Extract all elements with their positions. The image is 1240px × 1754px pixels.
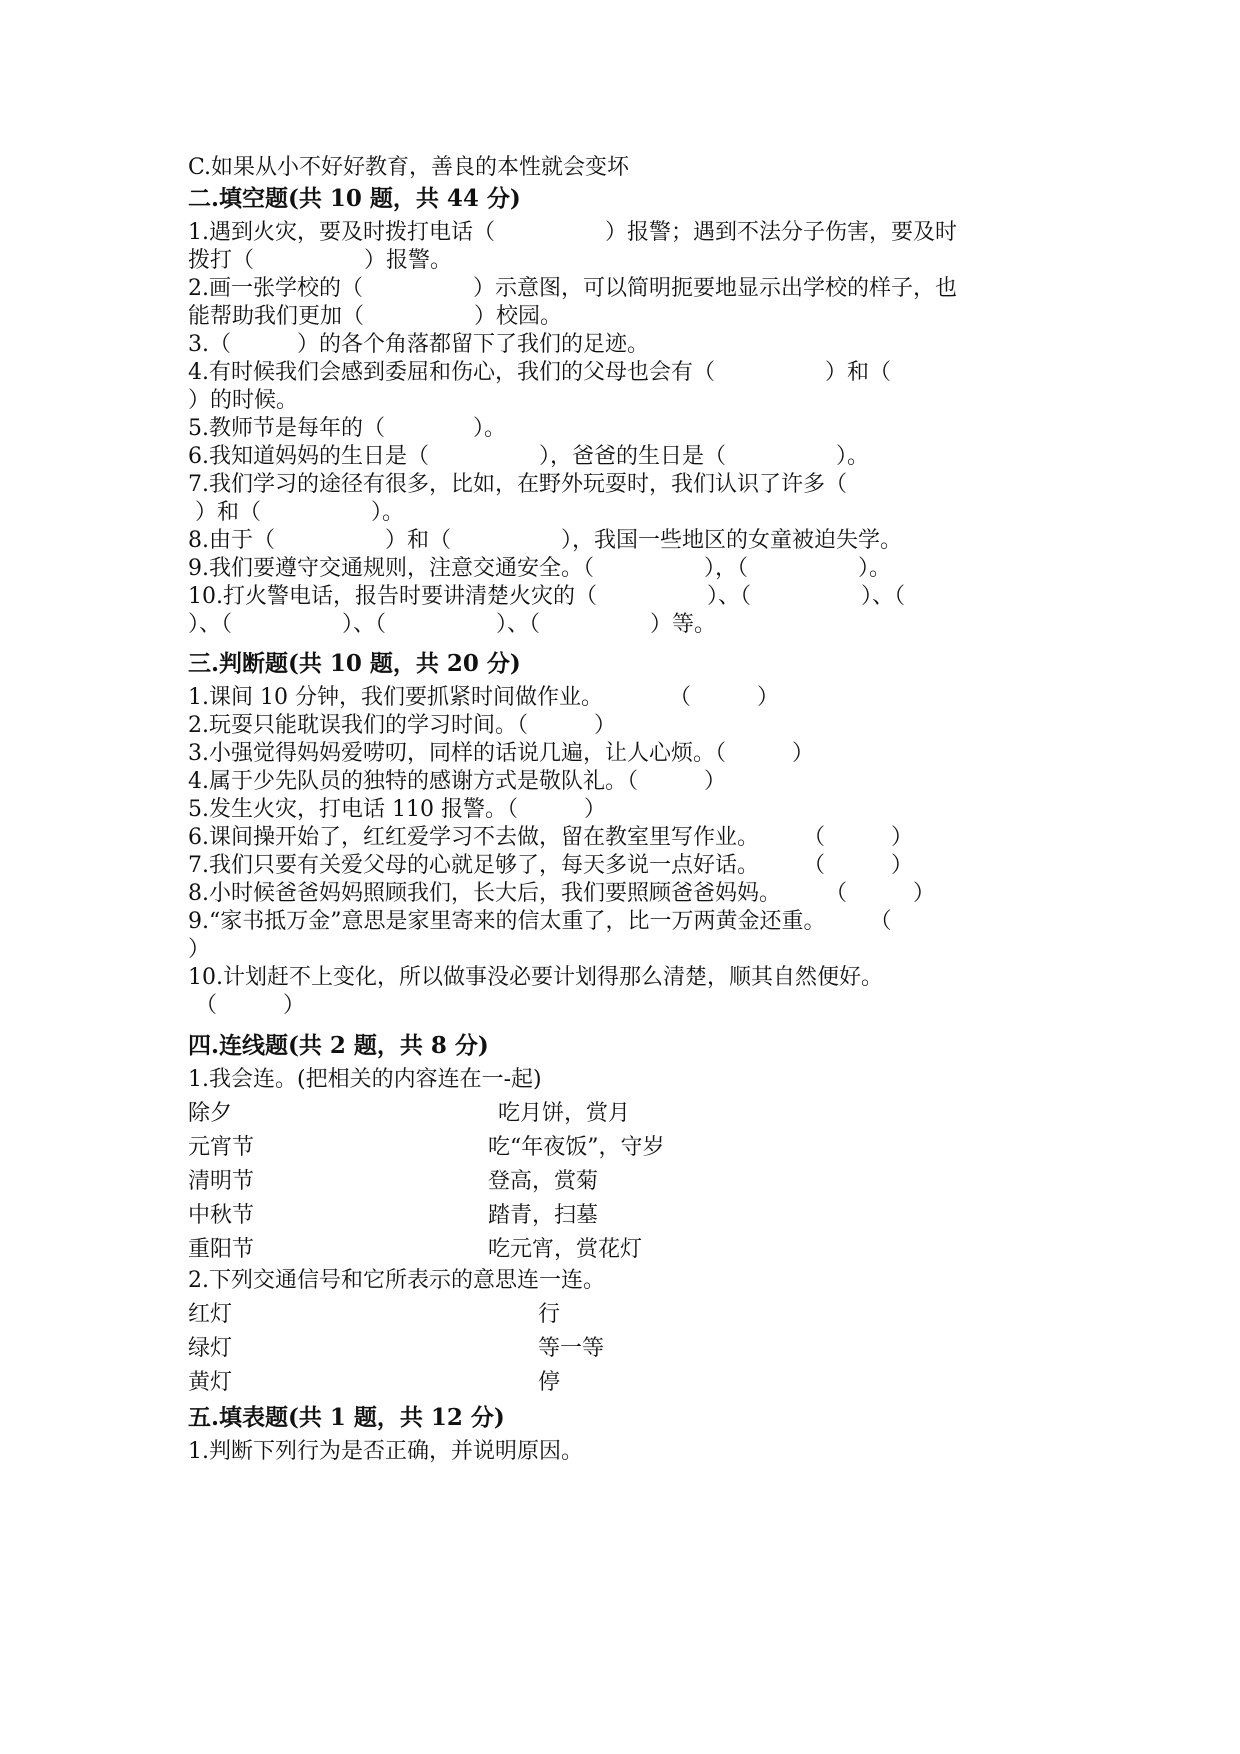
section-3-heading: 三.判断题(共 10 题，共 20 分) [188, 650, 521, 677]
match-right-item: 吃元宵，赏花灯 [488, 1237, 643, 1262]
match-question-1: 1.我会连。(把相关的内容连在一-起) [188, 1067, 542, 1092]
fill-line: ）的时候。 [188, 388, 299, 413]
fill-line: 2.画一张学校的（ ）示意图，可以简明扼要地显示出学校的样子，也 [188, 276, 957, 301]
judge-line: 5.发生火灾，打电话 110 报警。（ ） [188, 797, 606, 822]
match-right-item: 行 [538, 1302, 561, 1327]
option-c-line: C.如果从小不好好教育，善良的本性就会变坏 [188, 155, 630, 180]
match-right-item: 停 [538, 1370, 561, 1395]
match-left-item: 中秋节 [188, 1203, 255, 1228]
match-right-item: 吃月饼，赏月 [498, 1101, 631, 1126]
fill-line: 5.教师节是每年的（ ）。 [188, 416, 506, 441]
judge-line: 2.玩耍只能耽误我们的学习时间。（ ） [188, 713, 616, 738]
match-left-item: 元宵节 [188, 1135, 255, 1160]
judge-line: （ ） [188, 993, 305, 1018]
match-left-item: 绿灯 [188, 1336, 233, 1361]
section-2-heading: 二.填空题(共 10 题，共 44 分) [188, 185, 521, 212]
fill-line: 9.我们要遵守交通规则，注意交通安全。（ ），（ ）。 [188, 556, 891, 581]
fill-line: 4.有时候我们会感到委屈和伤心，我们的父母也会有（ ）和（ [188, 360, 891, 385]
judge-line: ） [188, 937, 211, 962]
judge-line: 7.我们只要有关爱父母的心就足够了，每天多说一点好话。 （ ） [188, 853, 913, 878]
match-right-item: 登高，赏菊 [488, 1169, 599, 1194]
fill-line: 3.（ ）的各个角落都留下了我们的足迹。 [188, 332, 649, 357]
judge-line: 9.“家书抵万金”意思是家里寄来的信太重了，比一万两黄金还重。 （ [188, 909, 892, 934]
judge-line: 3.小强觉得妈妈爱唠叨，同样的话说几遍，让人心烦。（ ） [188, 741, 814, 766]
fill-line: 6.我知道妈妈的生日是（ ），爸爸的生日是（ ）。 [188, 444, 869, 469]
fill-line: 1.遇到火灾，要及时拨打电话（ ）报警；遇到不法分子伤害，要及时 [188, 220, 957, 245]
match-left-item: 重阳节 [188, 1237, 255, 1262]
table-question-1: 1.判断下列行为是否正确，并说明原因。 [188, 1439, 583, 1464]
match-left-item: 除夕 [188, 1101, 233, 1126]
match-left-item: 黄灯 [188, 1370, 233, 1395]
section-5-heading: 五.填表题(共 1 题，共 12 分) [188, 1404, 505, 1431]
fill-line: 能帮助我们更加（ ）校园。 [188, 304, 563, 329]
match-right-item: 吃“年夜饭”，守岁 [488, 1135, 665, 1160]
fill-line: 8.由于（ ）和（ ），我国一些地区的女童被迫失学。 [188, 528, 902, 553]
judge-line: 10.计划赶不上变化，所以做事没必要计划得那么清楚，顺其自然便好。 [188, 965, 883, 990]
judge-line: 4.属于少先队员的独特的感谢方式是敬队礼。（ ） [188, 769, 726, 794]
fill-line: 10.打火警电话，报告时要讲清楚火灾的（ ）、（ ）、（ [188, 584, 905, 609]
judge-line: 1.课间 10 分钟，我们要抓紧时间做作业。 （ ） [188, 685, 779, 710]
match-left-item: 红灯 [188, 1302, 233, 1327]
fill-line: 拨打（ ）报警。 [188, 248, 453, 273]
match-right-item: 等一等 [538, 1336, 605, 1361]
fill-line: 7.我们学习的途径有很多，比如，在野外玩耍时，我们认识了许多（ [188, 472, 847, 497]
match-right-item: 踏青，扫墓 [488, 1203, 599, 1228]
section-4-heading: 四.连线题(共 2 题，共 8 分) [188, 1032, 489, 1059]
judge-line: 8.小时候爸爸妈妈照顾我们，长大后，我们要照顾爸爸妈妈。 （ ） [188, 881, 935, 906]
match-question-2: 2.下列交通信号和它所表示的意思连一连。 [188, 1268, 605, 1293]
judge-line: 6.课间操开始了，红红爱学习不去做，留在教室里写作业。 （ ） [188, 825, 913, 850]
match-left-item: 清明节 [188, 1169, 255, 1194]
fill-line: ）和（ ）。 [188, 500, 404, 525]
fill-line: ）、（ ）、（ ）、（ ）等。 [188, 612, 717, 637]
